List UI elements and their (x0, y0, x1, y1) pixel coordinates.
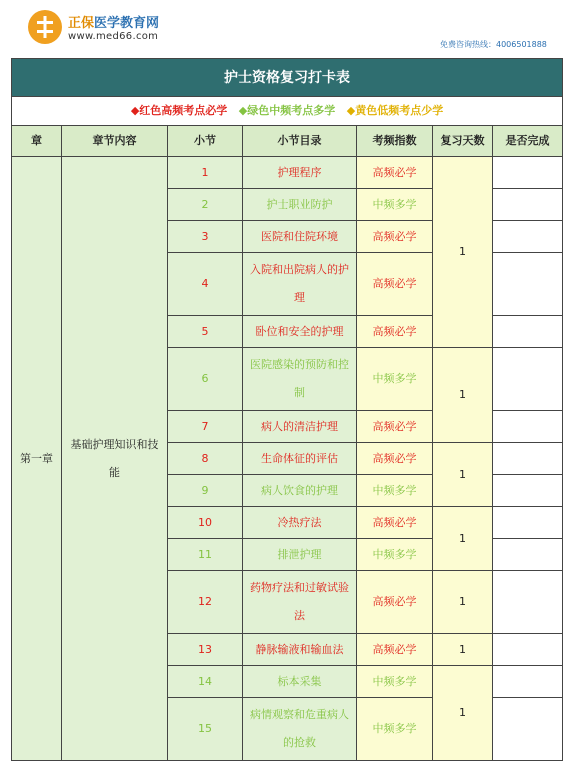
freq-cell: 中频多学 (357, 698, 433, 761)
legend-high: ◆红色高频考点必学 (130, 104, 228, 117)
table-title: 护士资格复习打卡表 (12, 59, 563, 97)
section-no: 6 (168, 348, 243, 411)
col-header: 小节目录 (243, 126, 357, 157)
section-name: 护理程序 (243, 157, 357, 189)
section-no: 12 (168, 571, 243, 634)
done-cell[interactable] (493, 443, 563, 475)
section-no: 9 (168, 475, 243, 507)
legend-low: ◆黄色低频考点少学 (346, 104, 444, 117)
days-cell: 1 (433, 443, 493, 507)
freq-cell: 中频多学 (357, 189, 433, 221)
days-cell: 1 (433, 634, 493, 666)
freq-cell: 中频多学 (357, 348, 433, 411)
days-cell: 1 (433, 507, 493, 571)
chapter-content-cell: 基础护理知识和技能 (62, 157, 168, 761)
done-cell[interactable] (493, 666, 563, 698)
done-cell[interactable] (493, 571, 563, 634)
site-url: www.med66.com (68, 31, 159, 42)
freq-cell: 高频必学 (357, 634, 433, 666)
table-row (12, 157, 563, 189)
section-no: 1 (168, 157, 243, 189)
freq-cell: 高频必学 (357, 316, 433, 348)
freq-cell: 高频必学 (357, 443, 433, 475)
section-no: 10 (168, 507, 243, 539)
section-no: 7 (168, 411, 243, 443)
done-cell[interactable] (493, 316, 563, 348)
col-header: 章节内容 (62, 126, 168, 157)
done-cell[interactable] (493, 507, 563, 539)
done-cell[interactable] (493, 348, 563, 411)
section-no: 15 (168, 698, 243, 761)
hotline: 免费咨询热线：4006501888 (440, 40, 547, 49)
logo-icon (28, 10, 62, 44)
days-cell: 1 (433, 571, 493, 634)
col-header: 章 (12, 126, 62, 157)
section-no: 3 (168, 221, 243, 253)
done-cell[interactable] (493, 475, 563, 507)
col-header: 是否完成 (493, 126, 563, 157)
freq-cell: 中频多学 (357, 475, 433, 507)
done-cell[interactable] (493, 634, 563, 666)
freq-cell: 中频多学 (357, 666, 433, 698)
section-name: 药物疗法和过敏试验法 (243, 571, 357, 634)
done-cell[interactable] (493, 157, 563, 189)
checkin-table (11, 58, 563, 761)
freq-cell: 高频必学 (357, 157, 433, 189)
section-no: 13 (168, 634, 243, 666)
section-no: 14 (168, 666, 243, 698)
section-name: 医院感染的预防和控制 (243, 348, 357, 411)
section-name: 静脉输液和输血法 (243, 634, 357, 666)
days-cell: 1 (433, 157, 493, 348)
section-name: 卧位和安全的护理 (243, 316, 357, 348)
col-header: 小节 (168, 126, 243, 157)
page-header (0, 0, 573, 58)
section-no: 2 (168, 189, 243, 221)
col-header: 考频指数 (357, 126, 433, 157)
section-no: 8 (168, 443, 243, 475)
section-name: 排泄护理 (243, 539, 357, 571)
done-cell[interactable] (493, 411, 563, 443)
section-name: 护士职业防护 (243, 189, 357, 221)
freq-cell: 高频必学 (357, 253, 433, 316)
days-cell: 1 (433, 348, 493, 443)
section-name: 病情观察和危重病人的抢救 (243, 698, 357, 761)
done-cell[interactable] (493, 189, 563, 221)
legend-mid: ◆绿色中频考点多学 (238, 104, 336, 117)
freq-cell: 高频必学 (357, 571, 433, 634)
freq-cell: 高频必学 (357, 411, 433, 443)
done-cell[interactable] (493, 539, 563, 571)
section-no: 4 (168, 253, 243, 316)
brand-name: 正保医学教育网 (68, 16, 160, 31)
section-name: 病人饮食的护理 (243, 475, 357, 507)
legend (12, 97, 563, 126)
freq-cell: 高频必学 (357, 221, 433, 253)
section-name: 标本采集 (243, 666, 357, 698)
section-name: 病人的清洁护理 (243, 411, 357, 443)
done-cell[interactable] (493, 698, 563, 761)
days-cell: 1 (433, 666, 493, 761)
done-cell[interactable] (493, 253, 563, 316)
section-name: 医院和住院环境 (243, 221, 357, 253)
section-name: 入院和出院病人的护理 (243, 253, 357, 316)
section-name: 冷热疗法 (243, 507, 357, 539)
freq-cell: 中频多学 (357, 539, 433, 571)
done-cell[interactable] (493, 221, 563, 253)
section-no: 11 (168, 539, 243, 571)
section-no: 5 (168, 316, 243, 348)
chapter-cell: 第一章 (12, 157, 62, 761)
freq-cell: 高频必学 (357, 507, 433, 539)
section-name: 生命体征的评估 (243, 443, 357, 475)
col-header: 复习天数 (433, 126, 493, 157)
